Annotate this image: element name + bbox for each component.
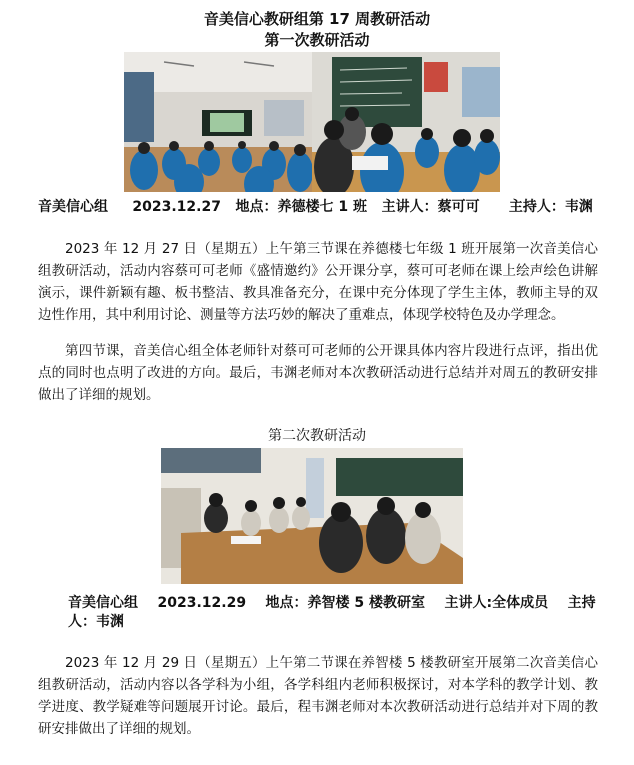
first-activity-paragraph-1: 2023 年 12 月 27 日（星期五）上午第三节课在养德楼七年级 1 班开展第一次音美信心组教研活动，活动内容蔡可可老师《盛情邀约》公开课分享，蔡可可老师在课上绘声绘色讲解演示，课件新颖有趣、板书整洁、教具准备充分，在课中充分体现了学生主体，教师主导的双边性作用，其中利用讨论、测量等方法巧妙的解决了重难点，体现学校特色及办学理念。 (38, 241, 598, 323)
second-activity-heading: 第二次教研活动 (268, 428, 366, 444)
classroom-photo-left (124, 52, 312, 192)
first-activity-info: 音美信心组 2023.12.27 地点：养德楼七 1 班 主讲人：蔡可可 主持人：韦渊 (38, 199, 593, 215)
page-title: 音美信心教研组第 17 周教研活动 (203, 10, 431, 28)
classroom-photo-right (312, 52, 500, 192)
second-activity-info: 音美信心组 2023.12.29 地点：养智楼 5 楼教研室 主讲人:全体成员 主持人：韦渊 (68, 595, 596, 630)
first-activity-paragraph-2: 第四节课，音美信心组全体老师针对蔡可可老师的公开课具体内容片段进行点评，指出优点的同时也点明了改进的方向。最后，韦渊老师对本次教研活动进行总结并对周五的教研安排做出了详细的规划。 (38, 343, 598, 403)
meeting-room-photo (161, 448, 463, 584)
second-activity-paragraph: 2023 年 12 月 29 日（星期五）上午第二节课在养智楼 5 楼教研室开展第二次音美信心组教研活动，活动内容以各学科为小组，各学科组内老师积极探讨，对本学科的教学计划、教学进度、教学疑难等问题展开讨论。最后，程韦渊老师对本次教研活动进行总结并对下周的教研安排做出了详细的规划。 (38, 655, 598, 737)
first-activity-heading: 第一次教研活动 (264, 31, 370, 49)
